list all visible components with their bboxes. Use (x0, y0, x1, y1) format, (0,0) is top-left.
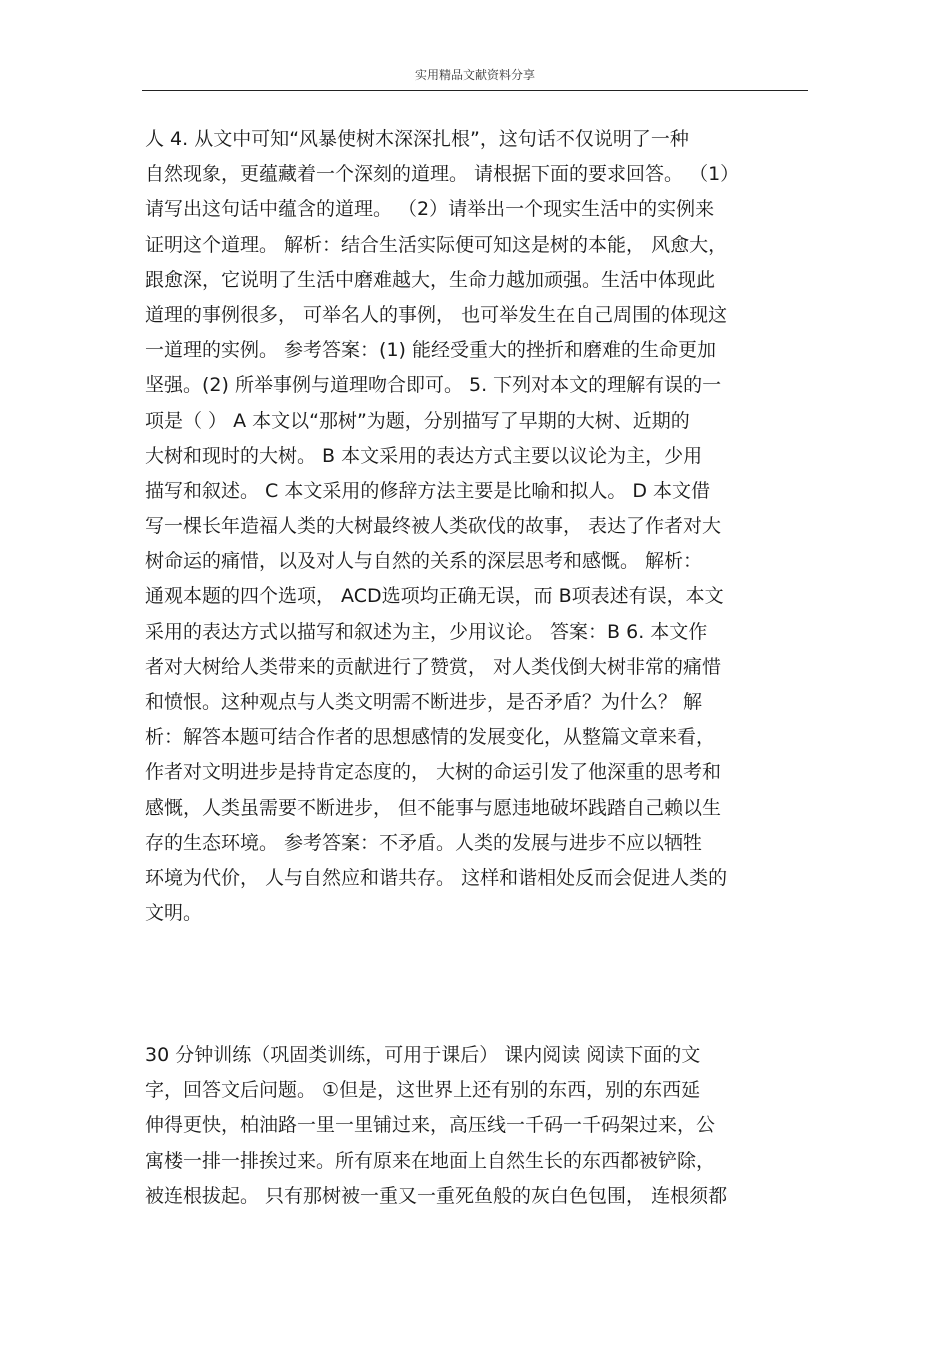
text-line: 写一棵长年造福人类的大树最终被人类砍伐的故事， 表达了作者对大 (145, 515, 722, 538)
text-line: 请写出这句话中蕴含的道理。 （2）请举出一个现实生活中的实例来 (145, 198, 715, 221)
text-line: 被连根拔起。 只有那树被一重又一重死鱼般的灰白色包围， 连根须都 (145, 1184, 728, 1207)
text-line: 作者对文明进步是持肯定态度的， 大树的命运引发了他深重的思考和 (145, 761, 722, 784)
text-line: 文明。 (145, 902, 203, 925)
text-line: 描写和叙述。 C 本文采用的修辞方法主要是比喻和拟人。 D 本文借 (145, 479, 711, 502)
text-line: 一道理的实例。 参考答案：(1) 能经受重大的挫折和磨难的生命更加 (145, 339, 716, 362)
text-line: 寓楼一排一排挨过来。所有原来在地面上自然生长的东西都被铲除， (145, 1149, 716, 1172)
text-line: 感慨，人类虽需要不断进步， 但不能事与愿违地破坏践踏自己赖以生 (145, 796, 722, 819)
text-line: 环境为代价， 人与自然应和谐共存。 这样和谐相处反而会促进人类的 (145, 866, 728, 889)
text-line: 项是（ ） A 本文以“那树”为题，分别描写了早期的大树、近期的 (145, 409, 690, 432)
text-line: 采用的表达方式以描写和叙述为主，少用议论。 答案：B 6. 本文作 (145, 620, 708, 643)
text-line: 析：解答本题可结合作者的思想感情的发展变化，从整篇文章来看， (145, 726, 716, 749)
text-line: 30 分钟训练（巩固类训练，可用于课后） 课内阅读 阅读下面的文 (145, 1044, 701, 1066)
text-line: 通观本题的四个选项， ACD选项均正确无误，而 B项表述有误，本文 (145, 585, 724, 608)
text-line: 和愤恨。这种观点与人类文明需不断进步，是否矛盾？为什么？ 解 (145, 691, 703, 713)
text-line: 道理的事例很多， 可举名人的事例， 也可举发生在自己周围的体现这 (145, 303, 728, 326)
text-line: 树命运的痛惜，以及对人与自然的关系的深层思考和感慨。 解析： (145, 550, 703, 573)
answer-analysis-section (145, 122, 805, 931)
text-line: 伸得更快，柏油路一里一里铺过来，高压线一千码一千码架过来，公 (145, 1114, 716, 1137)
header-divider (142, 90, 808, 91)
text-line: 字，回答文后问题。 ①但是，这世界上还有别的东西，别的东西延 (145, 1079, 701, 1102)
text-line: 自然现象，更蕴藏着一个深刻的道理。 请根据下面的要求回答。 （1） (145, 163, 740, 186)
text-line: 大树和现时的大树。 B 本文采用的表达方式主要以议论为主，少用 (145, 444, 703, 467)
text-line: 坚强。(2) 所举事例与道理吻合即可。 5. 下列对本文的理解有误的一 (145, 374, 722, 397)
text-line: 存的生态环境。 参考答案：不矛盾。人类的发展与进步不应以牺牲 (145, 831, 703, 854)
training-section (145, 1038, 805, 1214)
text-line: 跟愈深，它说明了生活中磨难越大，生命力越加顽强。生活中体现此 (145, 268, 716, 291)
text-line: 人 4. 从文中可知“风暴使树木深深扎根”，这句话不仅说明了一种 (145, 128, 689, 150)
text-line: 证明这个道理。 解析：结合生活实际便可知这是树的本能， 风愈大， (145, 233, 728, 256)
page-header-title: 实用精品文献资料分享 (414, 68, 535, 82)
text-line: 者对大树给人类带来的贡献进行了赞赏， 对人类伐倒大树非常的痛惜 (145, 655, 722, 678)
